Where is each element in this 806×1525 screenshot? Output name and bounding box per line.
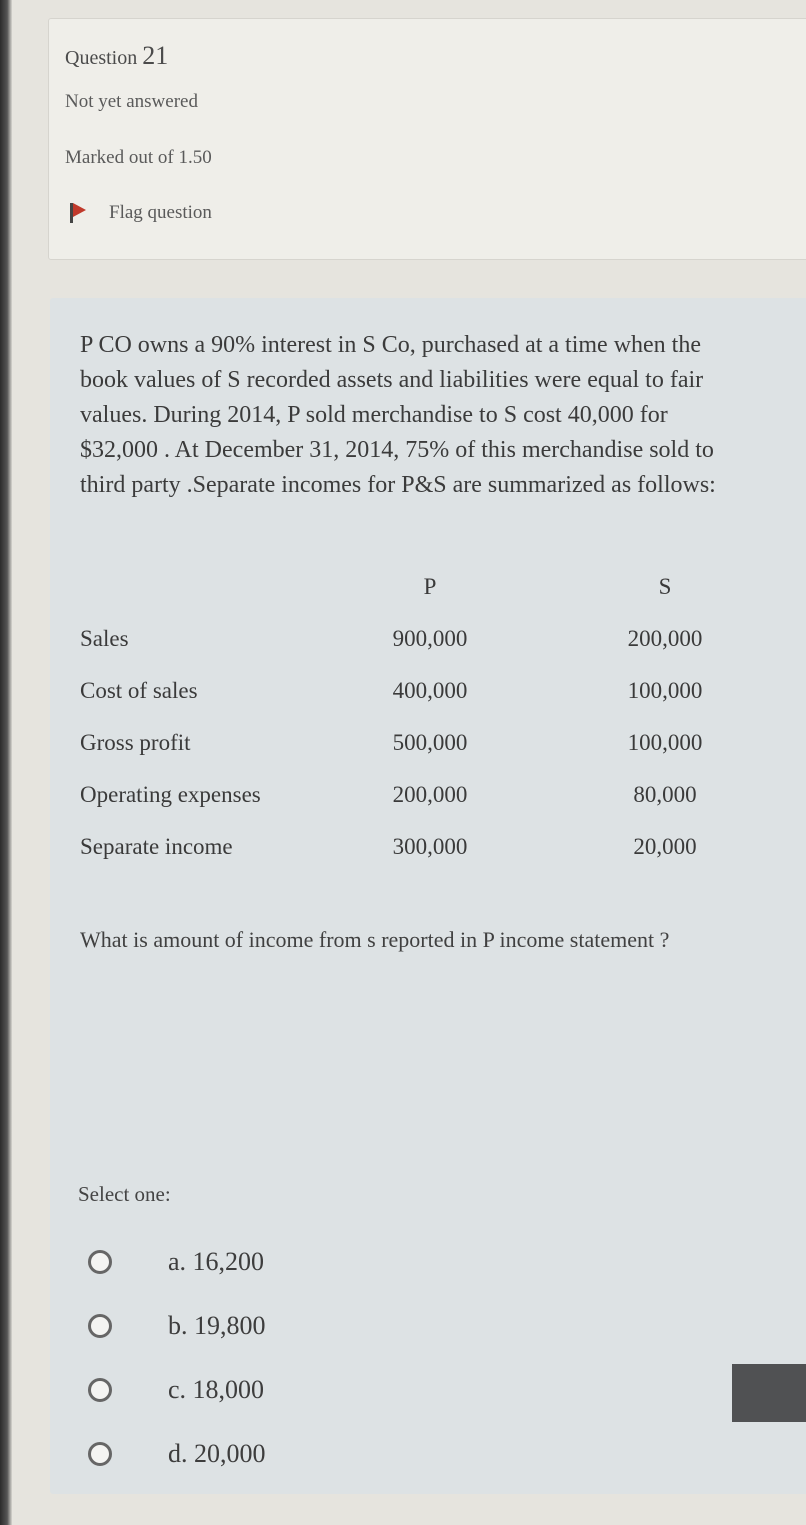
row-s-value: 20,000	[633, 834, 697, 859]
answer-option-b[interactable]	[88, 1294, 266, 1358]
row-s-value: 100,000	[627, 678, 703, 703]
question-grade: Marked out of 1.50	[65, 147, 212, 168]
question-prompt: What is amount of income from s reported in P income statement ?	[80, 927, 670, 952]
answer-label: a. 16,200	[168, 1247, 265, 1276]
select-one-label: Select one:	[78, 1182, 171, 1206]
table-row	[80, 730, 740, 782]
question-content-panel	[50, 298, 806, 1494]
flag-icon	[65, 201, 87, 225]
screen-edge	[0, 0, 12, 1525]
table-row	[80, 626, 740, 678]
row-p-value: 400,000	[392, 678, 468, 703]
flag-question-label: Flag question	[109, 202, 212, 223]
header-s: S	[658, 574, 672, 599]
row-s-value: 200,000	[627, 626, 703, 651]
question-info-panel	[48, 18, 806, 260]
row-s-value: 80,000	[633, 782, 697, 807]
question-paragraph: P CO owns a 90% interest in S Co, purchased at a time when the book values of S recorded assets and liabilities were equal to fair values. During 2014, P sold merchandise to S cost 40,000 for $32,000 . At December 31, 2014, 75% of this merchandise sold to third party .Separate incomes for P&S are summarized as follows:	[80, 332, 716, 498]
row-label: Operating expenses	[80, 782, 261, 807]
row-p-value: 200,000	[392, 782, 468, 807]
answer-option-a[interactable]	[88, 1230, 266, 1294]
table-header-row	[80, 574, 740, 626]
header-p: P	[423, 574, 437, 599]
answer-option-d[interactable]	[88, 1422, 266, 1486]
row-p-value: 300,000	[392, 834, 468, 859]
flag-question-link[interactable]	[65, 201, 212, 225]
question-label: Question	[65, 47, 138, 69]
answer-label: c. 18,000	[168, 1375, 265, 1404]
row-p-value: 900,000	[392, 626, 468, 651]
row-label: Separate income	[80, 834, 233, 859]
question-state: Not yet answered	[65, 91, 198, 112]
scroll-to-top-button[interactable]	[732, 1364, 806, 1422]
radio-button[interactable]	[88, 1378, 112, 1402]
answer-options	[88, 1230, 266, 1486]
radio-button[interactable]	[88, 1442, 112, 1466]
row-label: Cost of sales	[80, 678, 198, 703]
row-label: Sales	[80, 626, 129, 651]
answer-label: d. 20,000	[168, 1439, 266, 1468]
answer-label: b. 19,800	[168, 1311, 266, 1340]
question-number	[65, 41, 168, 71]
radio-button[interactable]	[88, 1314, 112, 1338]
table-row	[80, 782, 740, 834]
row-label: Gross profit	[80, 730, 191, 755]
radio-button[interactable]	[88, 1250, 112, 1274]
income-table	[80, 574, 740, 886]
table-row	[80, 678, 740, 730]
row-s-value: 100,000	[627, 730, 703, 755]
table-row	[80, 834, 740, 886]
row-p-value: 500,000	[392, 730, 468, 755]
question-number-value: 21	[142, 41, 169, 70]
answer-option-c[interactable]	[88, 1358, 266, 1422]
